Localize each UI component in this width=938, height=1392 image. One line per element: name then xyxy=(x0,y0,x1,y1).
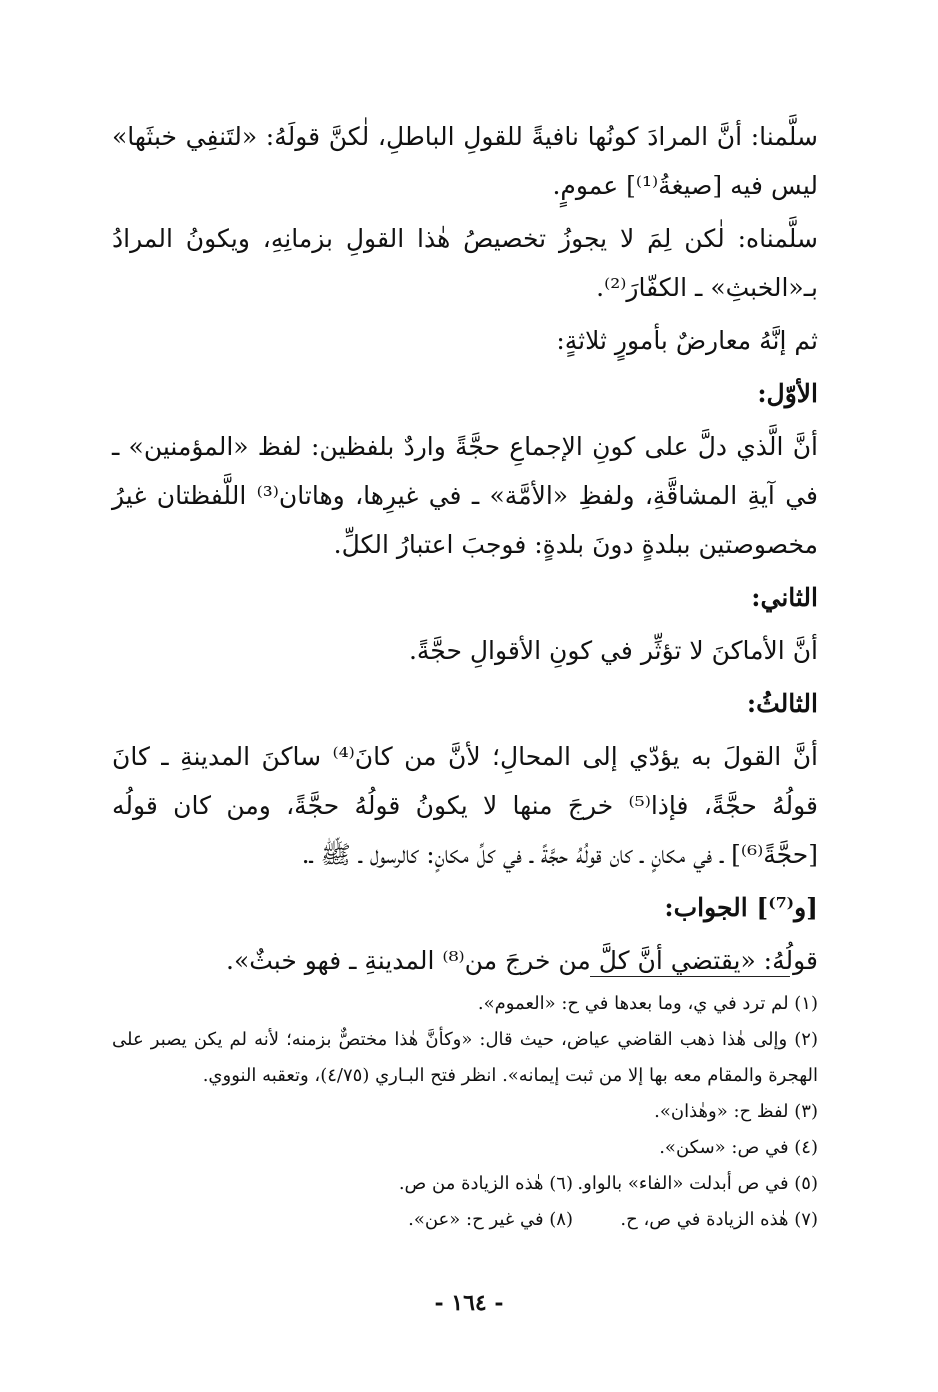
section-heading-third: الثالثُ: xyxy=(746,689,818,718)
main-text xyxy=(112,112,818,989)
footnote: (١) لم ترد في ي، وما بعدها في ح: «العموم». xyxy=(477,993,818,1014)
footnote-row xyxy=(112,1202,818,1238)
footnote: (٨) في غير ح: «عن». xyxy=(408,1209,573,1230)
footnote: (٢) وإلى هٰذا ذهب القاضي عياض، حيث قال: «وكأنَّ هٰذا مختصٌّ بزمنه؛ لأنه لم يكن يصبر على الهجرة والمقام معه بها إلا من ثبت إيمانه». انظر فتح البـاري (٤/٧٥)، وتعقبه النووي. xyxy=(112,1029,818,1086)
footnote: (٣) لفظ ح: «وهٰذان». xyxy=(654,1101,818,1122)
paragraph: أنَّ الَّذي دلَّ على كونِ الإجماعِ حجَّةً واردٌ بلفظين: لفظ «المؤمنين» ـ في آيةِ المشاقَّةِ، ولفظِ «الأمَّة» ـ في غيرِها، وهاتان⁽³⁾ اللَّفظتان غيرُ مخصوصتين ببلدةٍ دونَ بلدةٍ: فوجبَ اعتبارُ الكلِّ. xyxy=(112,432,818,559)
page-number: - ١٦٤ - xyxy=(434,1290,504,1316)
paragraph: قولُهُ: «يقتضي أنَّ كلَّ من خرجَ من⁽⁸⁾ المدينةِ ـ فهو خبثٌ». xyxy=(226,946,818,975)
paragraph: أنَّ القولَ به يؤدّي إلى المحالِ؛ لأنَّ من كانَ⁽⁴⁾ ساكنَ المدينةِ ـ كانَ قولُهُ حجَّةً، فإذا⁽⁵⁾ خرجَ منها لا يكونُ قولُهُ حجَّةً، ومن كان قولُه [حجَّةً⁽⁶⁾] ـ في مكانٍ ـ كان قولُهُ حجَّةً ـ في كلِّ مكانٍ: كالرسول ـ ﷺ ـ. xyxy=(112,742,818,869)
paragraph: أنَّ الأماكنَ لا تؤثِّر في كونِ الأقوالِ حجَّةً. xyxy=(408,636,818,665)
footnote: (٦) هٰذه الزيادة من ص. xyxy=(398,1173,573,1194)
section-heading-second: الثاني: xyxy=(751,583,818,612)
footnote-separator xyxy=(590,976,790,977)
paragraph: ثم إنَّهُ معارضٌ بأمورٍ ثلاثةٍ: xyxy=(556,326,818,355)
section-heading-first: الأوّل: xyxy=(757,379,818,408)
paragraph: سلَّمناه: لٰكن لِمَ لا يجوزُ تخصيصُ هٰذا القولِ بزمانِهِ، ويكونُ المرادُ بـ«الخبثِ» ـ الكفّارَ⁽²⁾. xyxy=(112,224,818,302)
footnotes xyxy=(112,986,818,1238)
footnote: (٤) في ص: «سكن». xyxy=(659,1137,818,1158)
footnote-row xyxy=(112,1166,818,1202)
paragraph: سلَّمنا: أنَّ المرادَ كونُها نافيةً للقولِ الباطلِ، لٰكنَّ قولَهُ: «لتَنفِي خبثَها» ليس فيه [صيغةُ⁽¹⁾] عمومٍ. xyxy=(112,122,818,200)
footnote: (٧) هٰذه الزيادة في ص، ح. xyxy=(620,1209,818,1230)
footnote: (٥) في ص أبدلت «الفاء» بالواو. xyxy=(577,1173,818,1194)
section-heading-answer: [و⁽⁷⁾] الجواب: xyxy=(664,893,818,922)
